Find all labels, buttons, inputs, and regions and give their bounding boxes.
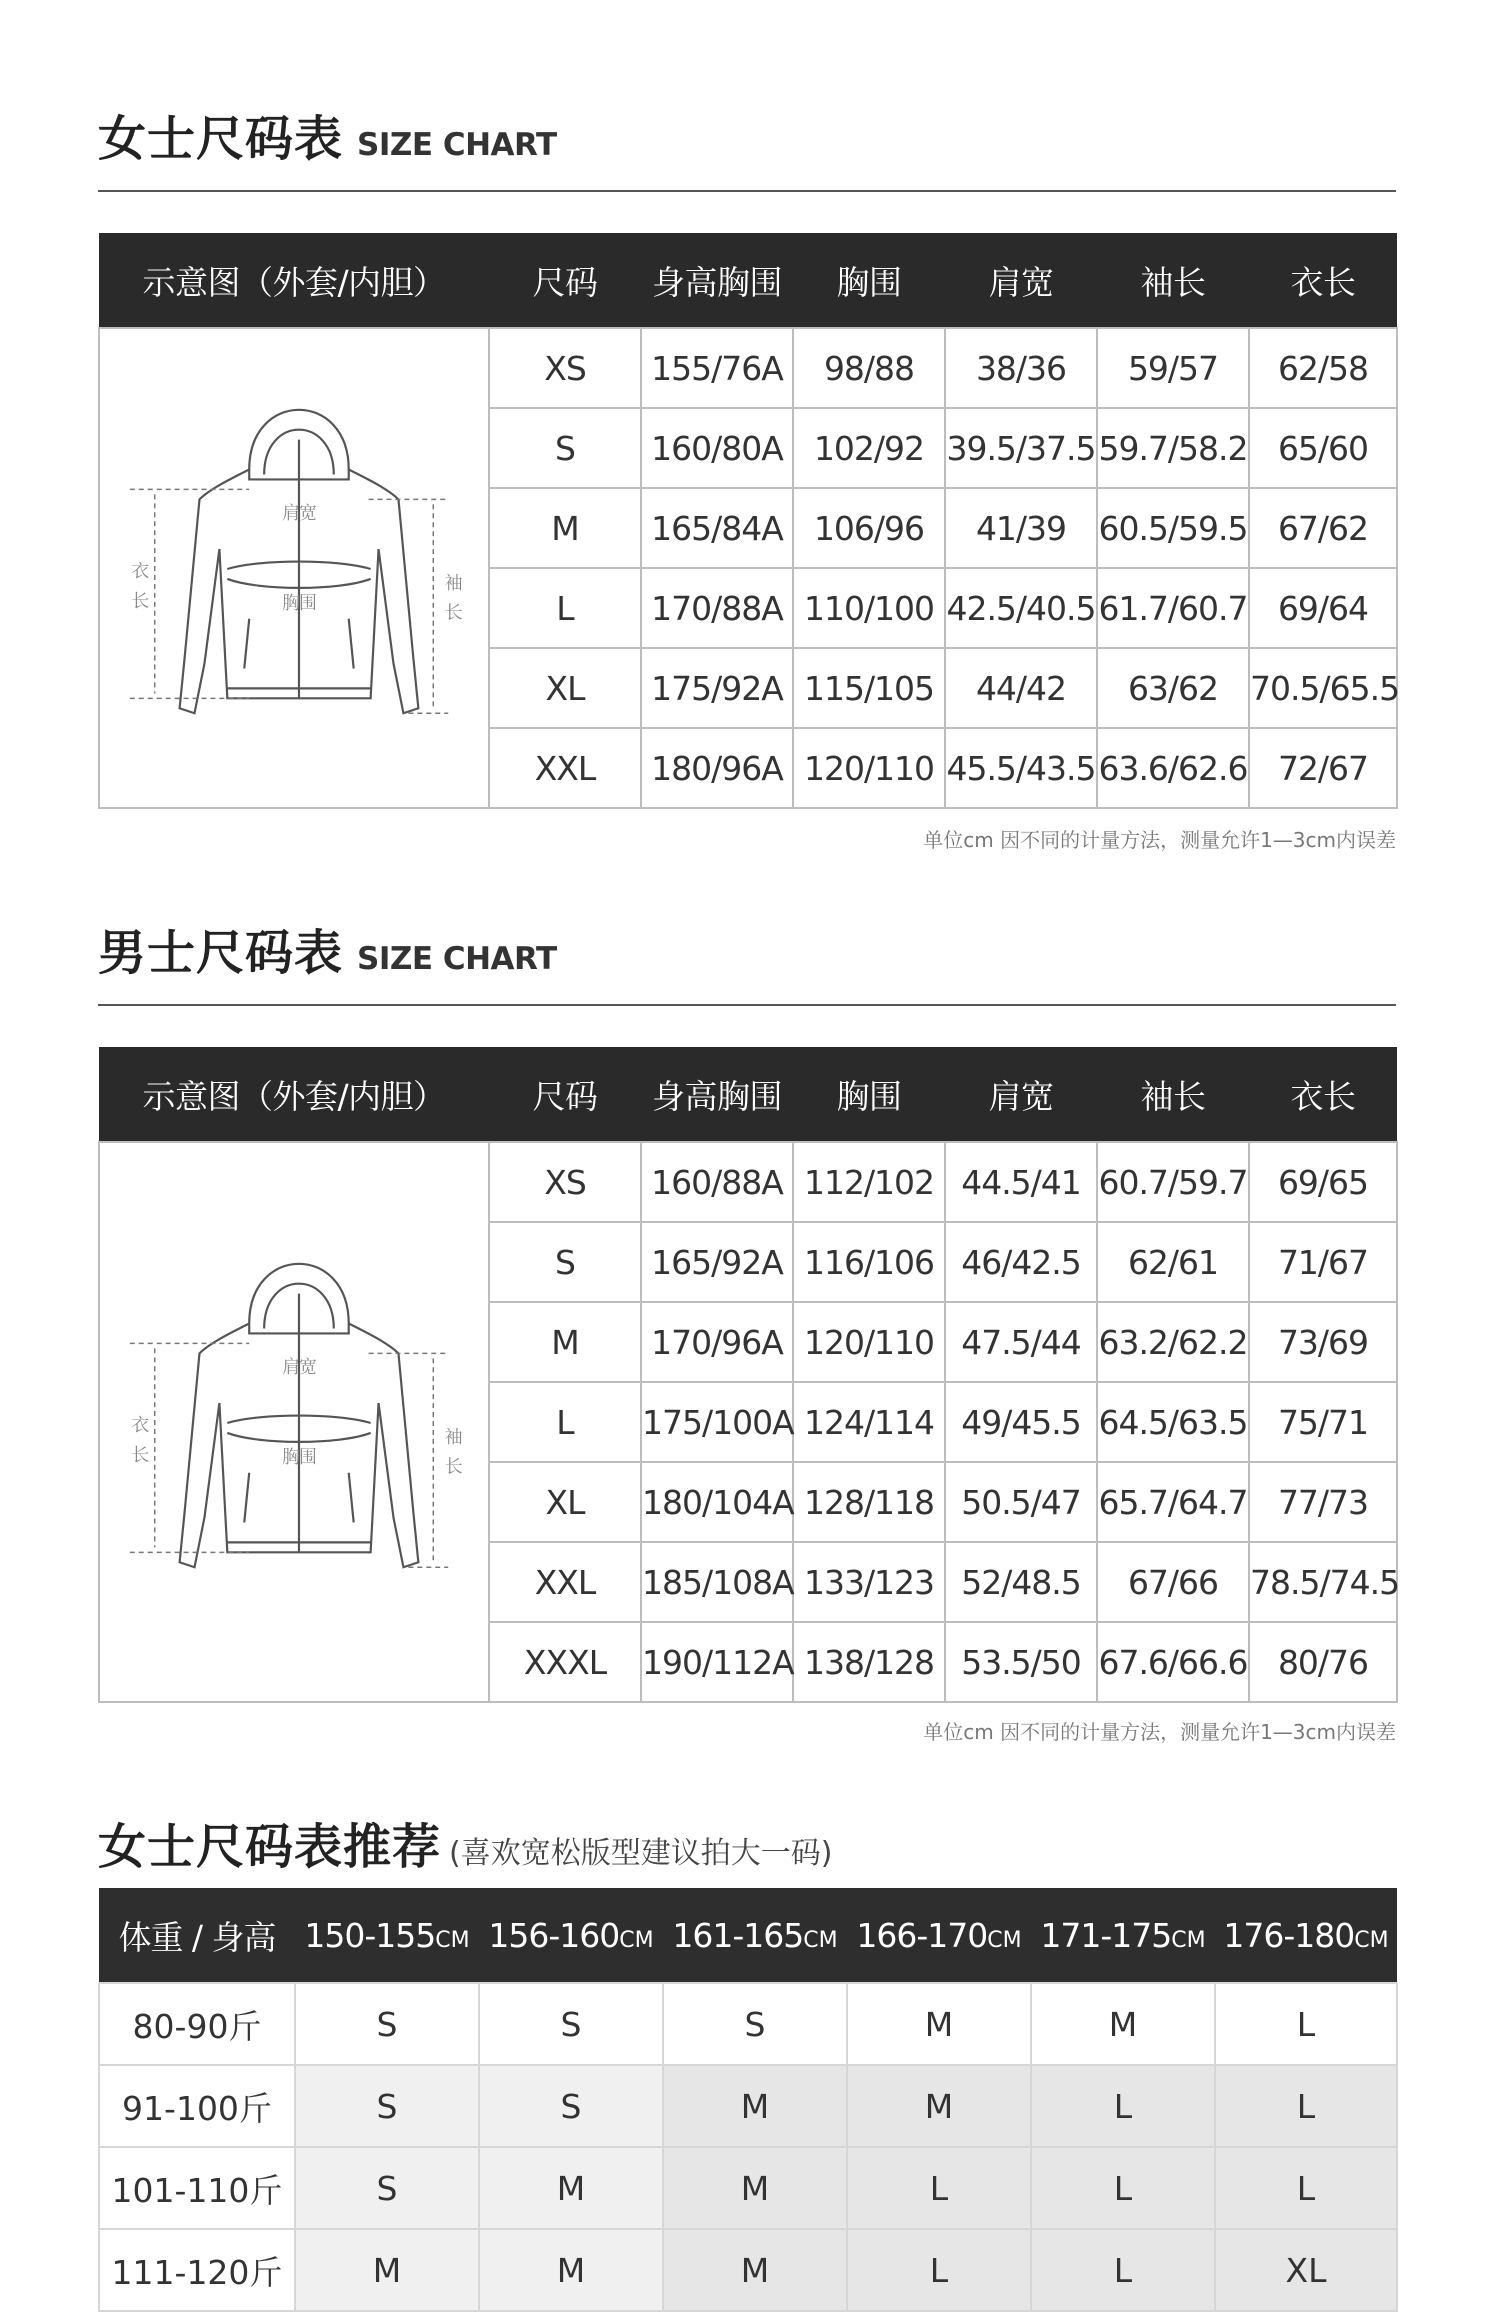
corner-header: 体重 / 身高 xyxy=(99,1888,295,1983)
recommended-size-cell: S xyxy=(663,1983,847,2065)
measurement-cell: 72/67 xyxy=(1249,728,1397,808)
column-header: 尺码 xyxy=(489,1047,641,1142)
recommended-size-cell: M xyxy=(663,2065,847,2147)
women-recommend-title xyxy=(98,1808,832,1878)
men-size-chart-section xyxy=(98,914,1400,1774)
measurement-cell: 120/110 xyxy=(793,1302,945,1382)
jacket-outline-path xyxy=(349,619,354,669)
recommended-size-cell: M xyxy=(1031,1983,1215,2065)
women-recommend-table xyxy=(98,1888,1398,2312)
size-cell: XL xyxy=(489,648,641,728)
recommended-size-cell: M xyxy=(847,2065,1031,2147)
measurement-cell: 75/71 xyxy=(1249,1382,1397,1462)
men-title-en: SIZE CHART xyxy=(357,941,557,977)
column-header: 袖长 xyxy=(1097,1047,1249,1142)
women-size-chart-title xyxy=(98,100,557,170)
size-cell: XXL xyxy=(489,1542,641,1622)
height-range: 166-170 xyxy=(856,1915,988,1955)
measurement-cell: 39.5/37.5 xyxy=(945,408,1097,488)
recommended-size-cell: L xyxy=(847,2147,1031,2229)
recommended-size-cell: L xyxy=(1031,2147,1215,2229)
measurement-cell: 185/108A xyxy=(641,1542,793,1622)
weight-cell: 111-120斤 xyxy=(99,2229,295,2311)
measurement-cell: 42.5/40.5 xyxy=(945,568,1097,648)
size-cell: M xyxy=(489,1302,641,1382)
size-cell: S xyxy=(489,1222,641,1302)
jacket-outline-path xyxy=(244,1473,249,1523)
women-title-en: SIZE CHART xyxy=(357,127,557,163)
jacket-diagram-icon xyxy=(100,1143,488,1703)
men-size-chart-title xyxy=(98,914,557,984)
measurement-cell: 49/45.5 xyxy=(945,1382,1097,1462)
jacket-outline-path xyxy=(244,619,249,669)
measurement-cell: 80/76 xyxy=(1249,1622,1397,1702)
height-unit: CM xyxy=(1354,1927,1389,1953)
weight-cell: 80-90斤 xyxy=(99,1983,295,2065)
measurement-cell: 44/42 xyxy=(945,648,1097,728)
column-header: 胸围 xyxy=(793,1047,945,1142)
recommended-size-cell: M xyxy=(663,2229,847,2311)
measurement-cell: 106/96 xyxy=(793,488,945,568)
length-label: 衣 xyxy=(131,560,149,582)
recommended-size-cell: S xyxy=(295,1983,479,2065)
height-unit: CM xyxy=(1171,1927,1206,1953)
measurement-cell: 62/61 xyxy=(1097,1222,1249,1302)
recommend-title-note: (喜欢宽松版型建议拍大一码) xyxy=(449,1836,833,1871)
chest-label: 胸围 xyxy=(282,1446,316,1468)
column-header: 示意图（外套/内胆） xyxy=(99,1047,489,1142)
measurement-cell: 59.7/58.2 xyxy=(1097,408,1249,488)
height-range-header xyxy=(663,1888,847,1983)
measurement-cell: 50.5/47 xyxy=(945,1462,1097,1542)
height-range: 156-160 xyxy=(488,1915,620,1955)
women-size-table xyxy=(98,233,1398,809)
measurement-cell: 160/80A xyxy=(641,408,793,488)
measurement-cell: 47.5/44 xyxy=(945,1302,1097,1382)
men-unit-note: 单位cm 因不同的计量方法，测量允许1—3cm内误差 xyxy=(923,1720,1396,1744)
recommended-size-cell: S xyxy=(479,2065,663,2147)
size-cell: L xyxy=(489,1382,641,1462)
height-unit: CM xyxy=(987,1927,1022,1953)
measurement-cell: 53.5/50 xyxy=(945,1622,1097,1702)
height-range-header xyxy=(295,1888,479,1983)
measurement-cell: 45.5/43.5 xyxy=(945,728,1097,808)
measurement-cell: 110/100 xyxy=(793,568,945,648)
length-label: 长 xyxy=(131,590,149,612)
measurement-cell: 165/92A xyxy=(641,1222,793,1302)
women-unit-note: 单位cm 因不同的计量方法，测量允许1—3cm内误差 xyxy=(923,828,1396,852)
measurement-cell: 160/88A xyxy=(641,1142,793,1222)
weight-cell: 101-110斤 xyxy=(99,2147,295,2229)
measurement-cell: 98/88 xyxy=(793,328,945,408)
measurement-cell: 67.6/66.6 xyxy=(1097,1622,1249,1702)
measurement-cell: 170/96A xyxy=(641,1302,793,1382)
height-range-header xyxy=(847,1888,1031,1983)
chest-label: 胸围 xyxy=(282,592,316,614)
measurement-cell: 70.5/65.5 xyxy=(1249,648,1397,728)
table-row xyxy=(99,1142,1397,1222)
recommended-size-cell: M xyxy=(663,2147,847,2229)
recommended-size-cell: M xyxy=(295,2229,479,2311)
recommended-size-cell: L xyxy=(847,2229,1031,2311)
recommend-title-cn: 女士尺码表推荐 xyxy=(98,1819,442,1875)
measurement-cell: 73/69 xyxy=(1249,1302,1397,1382)
recommended-size-cell: L xyxy=(1031,2065,1215,2147)
measurement-cell: 71/67 xyxy=(1249,1222,1397,1302)
measurement-cell: 63.6/62.6 xyxy=(1097,728,1249,808)
column-header: 衣长 xyxy=(1249,233,1397,328)
column-header: 袖长 xyxy=(1097,233,1249,328)
recommended-size-cell: L xyxy=(1215,2147,1397,2229)
shoulder-label: 肩宽 xyxy=(282,503,316,525)
measurement-cell: 180/96A xyxy=(641,728,793,808)
table-row xyxy=(99,2229,1397,2311)
men-size-table xyxy=(98,1047,1398,1703)
jacket-diagram-icon xyxy=(100,329,488,809)
diagram-cell xyxy=(99,1142,489,1702)
men-title-cn: 男士尺码表 xyxy=(98,925,344,981)
recommended-size-cell: XL xyxy=(1215,2229,1397,2311)
column-header: 身高胸围 xyxy=(641,233,793,328)
measurement-cell: 78.5/74.5 xyxy=(1249,1542,1397,1622)
column-header: 身高胸围 xyxy=(641,1047,793,1142)
height-range: 176-180 xyxy=(1223,1915,1355,1955)
measurement-cell: 64.5/63.5 xyxy=(1097,1382,1249,1462)
recommended-size-cell: S xyxy=(479,1983,663,2065)
recommended-size-cell: S xyxy=(295,2065,479,2147)
height-unit: CM xyxy=(619,1927,654,1953)
size-cell: XS xyxy=(489,328,641,408)
women-title-cn: 女士尺码表 xyxy=(98,111,344,167)
table-row xyxy=(99,1983,1397,2065)
recommended-size-cell: L xyxy=(1215,2065,1397,2147)
measurement-cell: 115/105 xyxy=(793,648,945,728)
recommended-size-cell: M xyxy=(847,1983,1031,2065)
table-row xyxy=(99,328,1397,408)
measurement-cell: 116/106 xyxy=(793,1222,945,1302)
sleeve-label: 袖 xyxy=(444,572,462,594)
column-header: 胸围 xyxy=(793,233,945,328)
women-recommend-section xyxy=(98,1808,1396,2322)
size-cell: XXL xyxy=(489,728,641,808)
measurement-cell: 155/76A xyxy=(641,328,793,408)
measurement-cell: 38/36 xyxy=(945,328,1097,408)
measurement-cell: 120/110 xyxy=(793,728,945,808)
measurement-cell: 67/66 xyxy=(1097,1542,1249,1622)
measurement-cell: 165/84A xyxy=(641,488,793,568)
measurement-cell: 41/39 xyxy=(945,488,1097,568)
height-range-header xyxy=(479,1888,663,1983)
height-unit: CM xyxy=(435,1927,470,1953)
measurement-cell: 175/100A xyxy=(641,1382,793,1462)
women-size-chart-section xyxy=(98,100,1400,870)
height-range-header xyxy=(1031,1888,1215,1983)
recommended-size-cell: M xyxy=(479,2229,663,2311)
sleeve-label: 长 xyxy=(444,1456,462,1478)
measurement-cell: 65/60 xyxy=(1249,408,1397,488)
diagram-cell xyxy=(99,328,489,808)
measurement-cell: 63.2/62.2 xyxy=(1097,1302,1249,1382)
column-header: 肩宽 xyxy=(945,233,1097,328)
height-range: 161-165 xyxy=(672,1915,804,1955)
size-cell: XL xyxy=(489,1462,641,1542)
measurement-cell: 59/57 xyxy=(1097,328,1249,408)
height-range-header xyxy=(1215,1888,1397,1983)
measurement-cell: 69/65 xyxy=(1249,1142,1397,1222)
size-cell: XXXL xyxy=(489,1622,641,1702)
measurement-cell: 52/48.5 xyxy=(945,1542,1097,1622)
table-row xyxy=(99,2065,1397,2147)
sleeve-label: 长 xyxy=(444,602,462,624)
men-title-divider xyxy=(98,1004,1396,1006)
measurement-cell: 175/92A xyxy=(641,648,793,728)
column-header: 肩宽 xyxy=(945,1047,1097,1142)
jacket-outline-path xyxy=(349,1473,354,1523)
measurement-cell: 128/118 xyxy=(793,1462,945,1542)
measurement-cell: 190/112A xyxy=(641,1622,793,1702)
size-cell: L xyxy=(489,568,641,648)
size-cell: XS xyxy=(489,1142,641,1222)
measurement-cell: 62/58 xyxy=(1249,328,1397,408)
size-cell: M xyxy=(489,488,641,568)
recommended-size-cell: L xyxy=(1215,1983,1397,2065)
measurement-cell: 77/73 xyxy=(1249,1462,1397,1542)
height-range: 171-175 xyxy=(1040,1915,1172,1955)
women-title-divider xyxy=(98,190,1396,192)
column-header: 尺码 xyxy=(489,233,641,328)
measurement-cell: 112/102 xyxy=(793,1142,945,1222)
measurement-cell: 60.7/59.7 xyxy=(1097,1142,1249,1222)
measurement-cell: 63/62 xyxy=(1097,648,1249,728)
height-unit: CM xyxy=(803,1927,838,1953)
measurement-cell: 61.7/60.7 xyxy=(1097,568,1249,648)
measurement-cell: 65.7/64.7 xyxy=(1097,1462,1249,1542)
measurement-cell: 138/128 xyxy=(793,1622,945,1702)
measurement-cell: 133/123 xyxy=(793,1542,945,1622)
recommended-size-cell: L xyxy=(1031,2229,1215,2311)
height-range: 150-155 xyxy=(304,1915,436,1955)
measurement-cell: 44.5/41 xyxy=(945,1142,1097,1222)
measurement-cell: 60.5/59.5 xyxy=(1097,488,1249,568)
measurement-cell: 124/114 xyxy=(793,1382,945,1462)
table-row xyxy=(99,2147,1397,2229)
measurement-cell: 170/88A xyxy=(641,568,793,648)
size-cell: S xyxy=(489,408,641,488)
measurement-cell: 180/104A xyxy=(641,1462,793,1542)
weight-cell: 91-100斤 xyxy=(99,2065,295,2147)
recommended-size-cell: S xyxy=(295,2147,479,2229)
measurement-cell: 69/64 xyxy=(1249,568,1397,648)
length-label: 衣 xyxy=(131,1414,149,1436)
measurement-cell: 67/62 xyxy=(1249,488,1397,568)
shoulder-label: 肩宽 xyxy=(282,1357,316,1379)
column-header: 示意图（外套/内胆） xyxy=(99,233,489,328)
recommended-size-cell: M xyxy=(479,2147,663,2229)
length-label: 长 xyxy=(131,1444,149,1466)
sleeve-label: 袖 xyxy=(444,1426,462,1448)
column-header: 衣长 xyxy=(1249,1047,1397,1142)
measurement-cell: 102/92 xyxy=(793,408,945,488)
measurement-cell: 46/42.5 xyxy=(945,1222,1097,1302)
